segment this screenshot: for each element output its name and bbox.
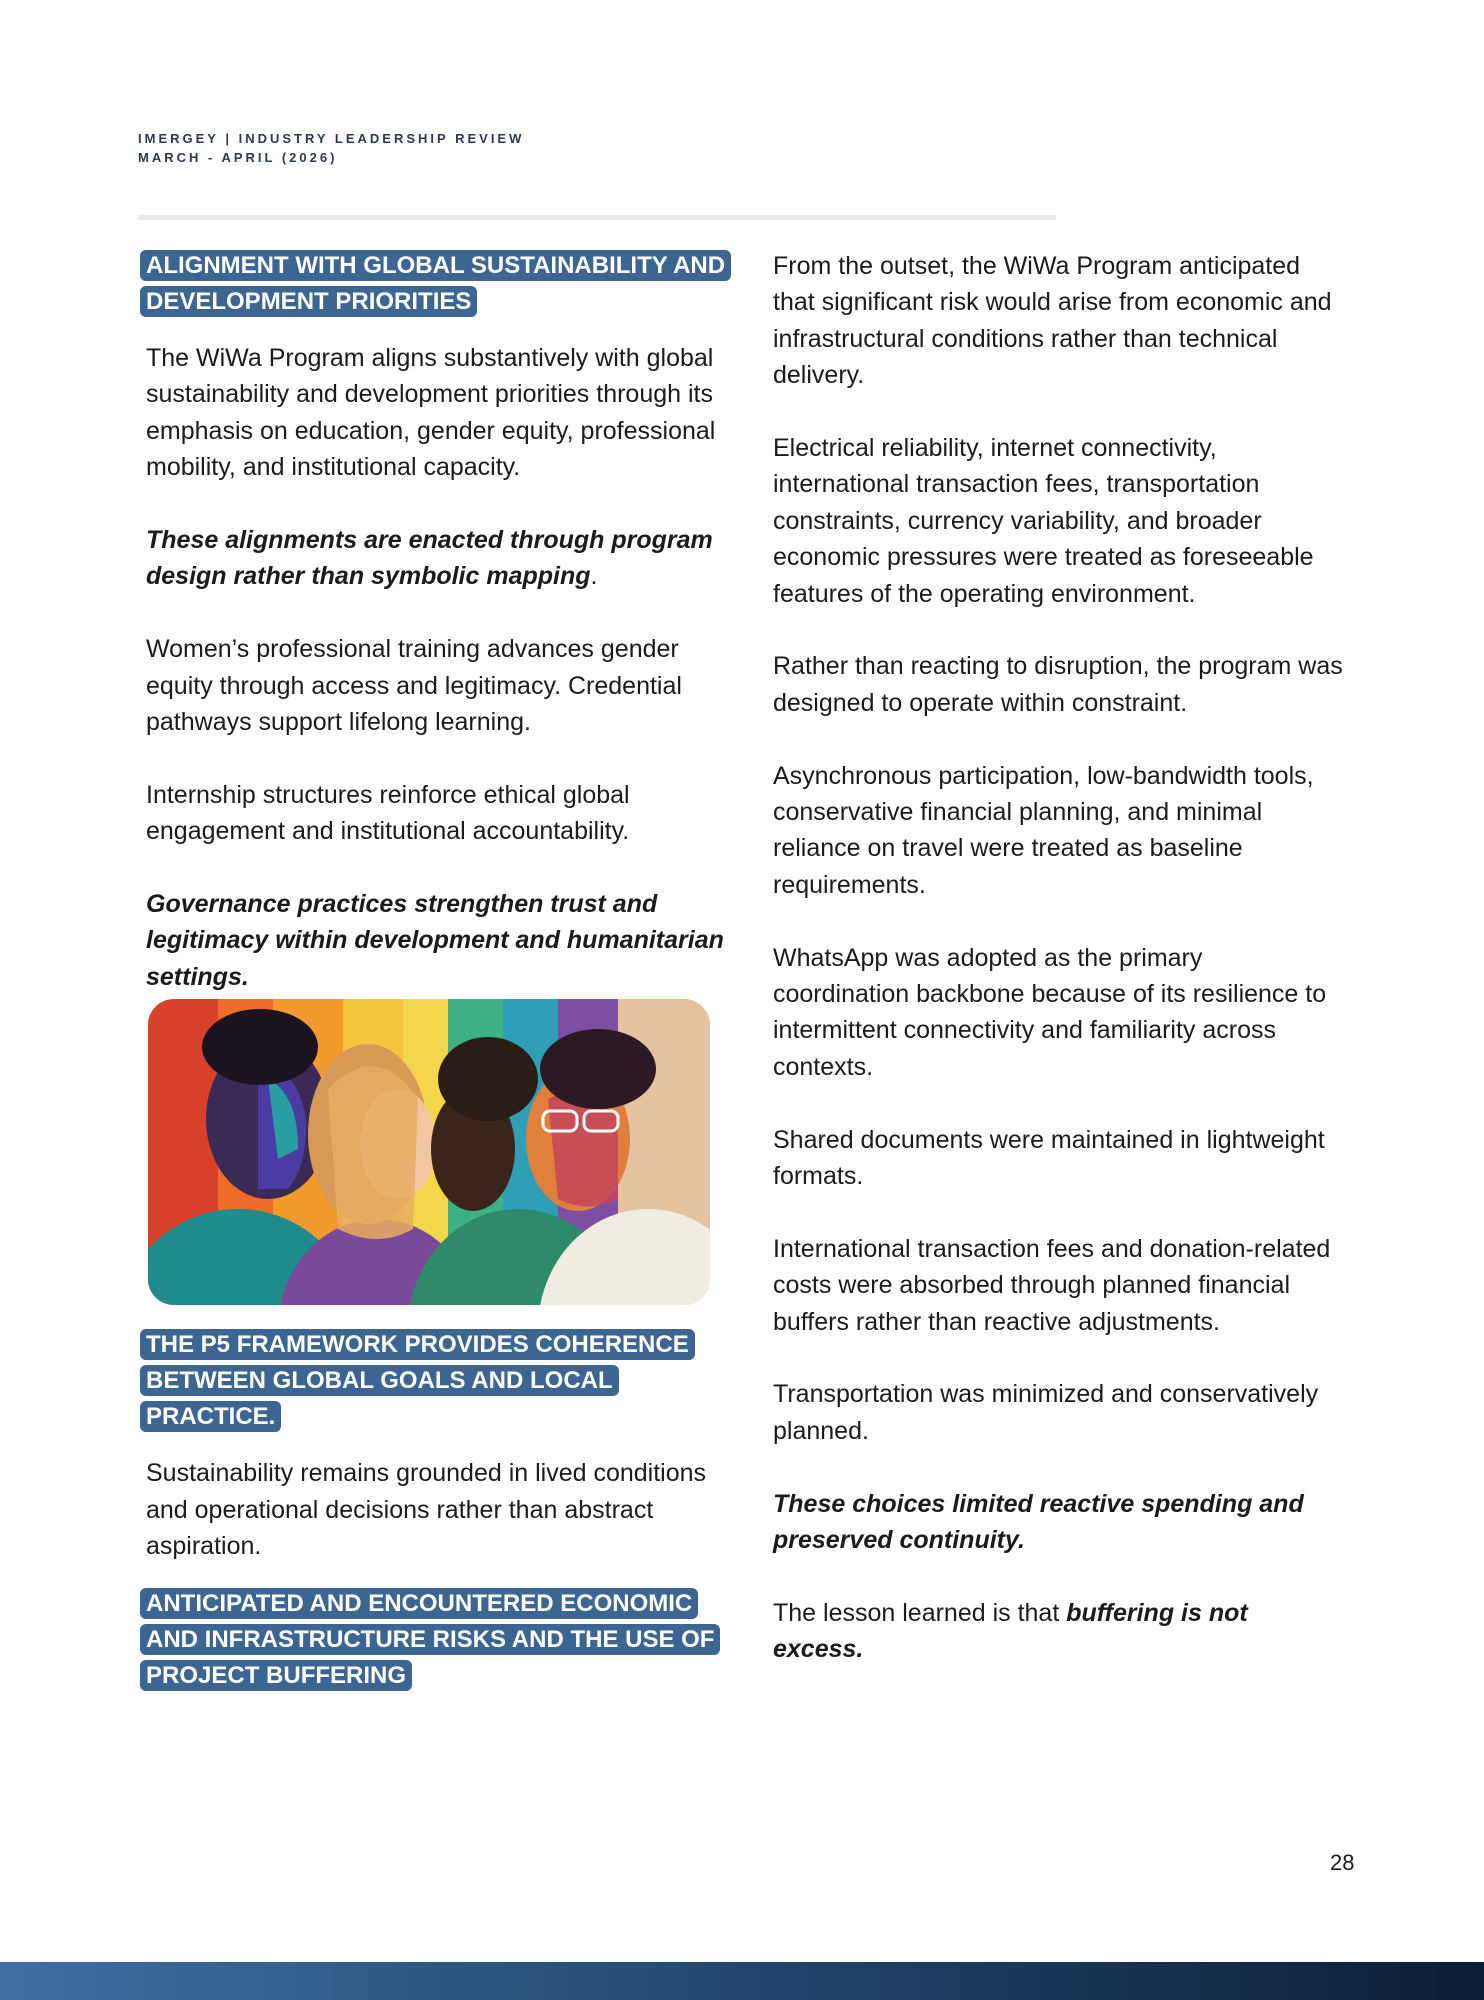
masthead-issue-date: MARCH - APRIL (2026) [138, 150, 338, 165]
paragraph: WhatsApp was adopted as the primary coordination backbone because of its resilience to intermittent connectivity and familiarity across contexts. [773, 943, 1327, 1081]
paragraph: Internship structures reinforce ethical global engagement and institutional accountability. [146, 780, 630, 846]
section-heading-alignment: ALIGNMENT WITH GLOBAL SUSTAINABILITY AND DEVELOPMENT PRIORITIES [140, 248, 726, 320]
paragraph: Transportation was minimized and conservatively planned. [773, 1380, 1319, 1445]
paragraph: Electrical reliability, internet connectivity, international transaction fees, transportation constraints, currency variability, and broader economic pressures were treated as foreseeable features of the operating environment. [773, 434, 1314, 608]
left-column [146, 248, 726, 1714]
paragraph-emphasis: These alignments are enacted through program design rather than symbolic mapping. [146, 526, 713, 591]
paragraph: Sustainability remains grounded in lived conditions and operational decisions rather than abstract aspiration. [146, 1459, 707, 1561]
masthead-title: IMERGEY | INDUSTRY LEADERSHIP REVIEW [138, 131, 525, 146]
paragraph-lesson: The lesson learned is that buffering is not excess. [773, 1598, 1248, 1664]
right-column [773, 248, 1343, 1704]
paragraph: Asynchronous participation, low-bandwidth tools, conservative financial planning, and minimal reliance on travel were treated as baseline requirements. [773, 761, 1314, 899]
paragraph: From the outset, the WiWa Program anticipated that significant risk would arise from economic and infrastructural conditions rather than technical delivery. [773, 252, 1332, 390]
paragraph: Rather than reacting to disruption, the program was designed to operate within constraint. [773, 652, 1343, 717]
paragraph: International transaction fees and donation-related costs were absorbed through planned financial buffers rather than reactive adjustments. [773, 1234, 1331, 1336]
header-divider [138, 215, 1056, 220]
page-number: 28 [1330, 1850, 1355, 1875]
footer-bar [0, 1962, 1484, 2000]
section-heading-risks: ANTICIPATED AND ENCOUNTERED ECONOMIC AND INFRASTRUCTURE RISKS AND THE USE OF PROJECT BUFFERING [140, 1586, 726, 1694]
paragraph-emphasis: These choices limited reactive spending and preserved continuity. [773, 1489, 1304, 1555]
masthead [138, 129, 524, 167]
paragraph-emphasis: Governance practices strengthen trust and legitimacy within development and humanitarian settings. [146, 890, 724, 991]
diverse-people-illustration [148, 999, 710, 1305]
section-heading-p5-framework: THE P5 FRAMEWORK PROVIDES COHERENCE BETWEEN GLOBAL GOALS AND LOCAL PRACTICE. [140, 1327, 726, 1435]
paragraph: Shared documents were maintained in lightweight formats. [773, 1125, 1325, 1191]
hero-illustration [148, 999, 710, 1305]
paragraph: Women’s professional training advances gender equity through access and legitimacy. Credential pathways support lifelong learning. [146, 635, 682, 737]
paragraph: The WiWa Program aligns substantively with global sustainability and development priorities through its emphasis on education, gender equity, professional mobility, and institutional capacity. [146, 344, 716, 482]
